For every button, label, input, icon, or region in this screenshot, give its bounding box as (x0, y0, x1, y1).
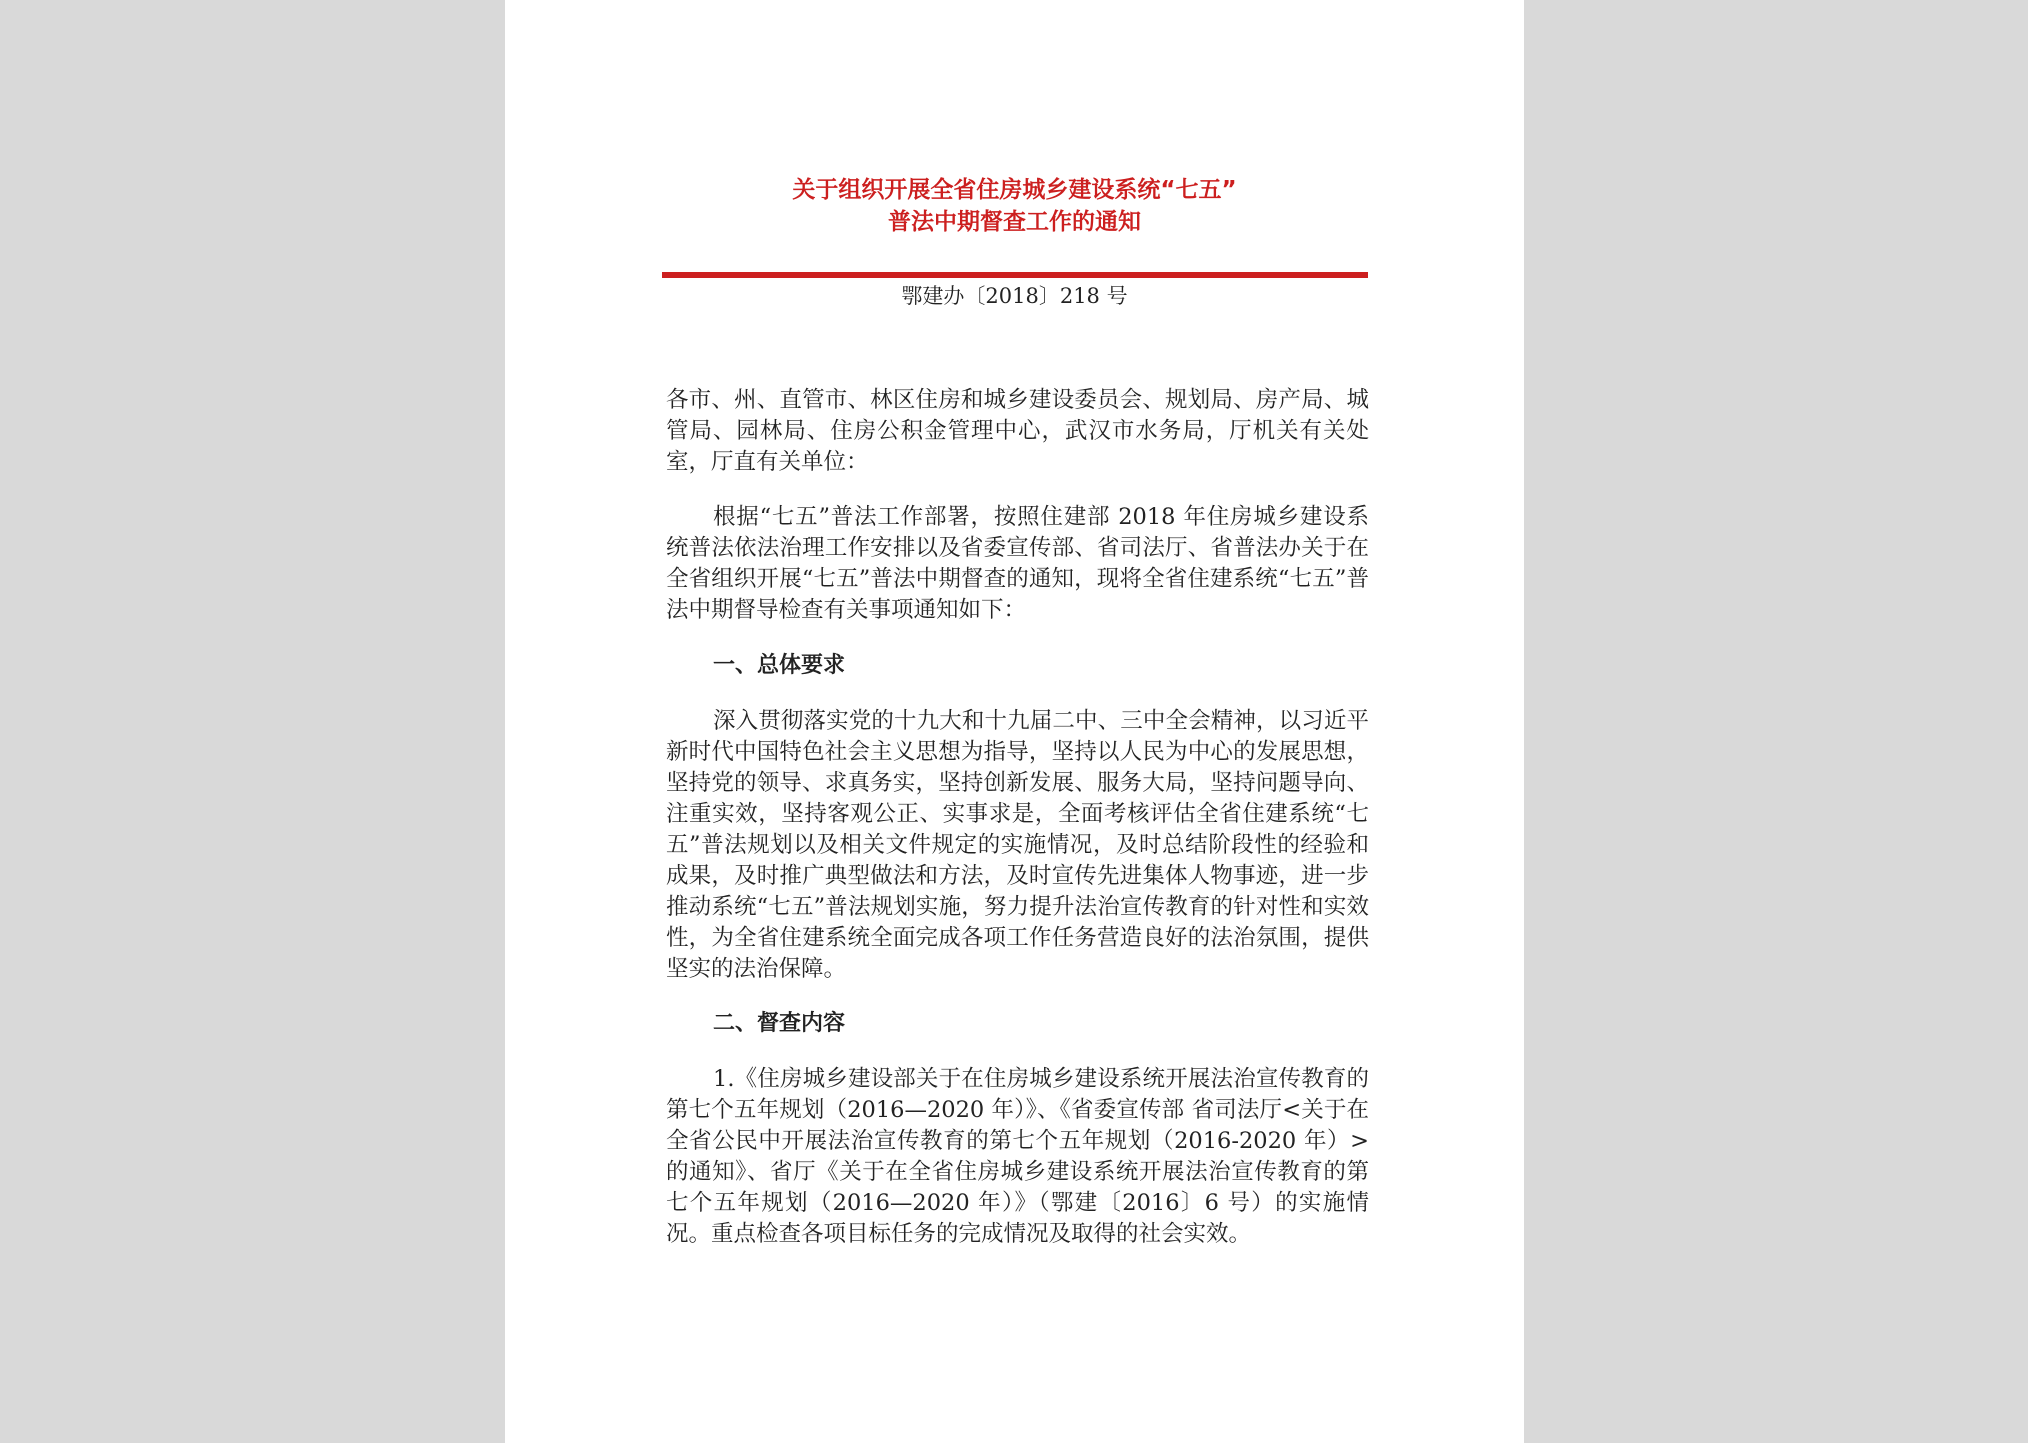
general-requirements-paragraph: 深入贯彻落实党的十九大和十九届二中、三中全会精神，以习近平新时代中国特色社会主义思想为指导，坚持以人民为中心的发展思想，坚持党的领导、求真务实，坚持创新发展、服务大局，坚持问题导向、注重实效，坚持客观公正、实事求是，全面考核评估全省住建系统“七五”普法规划以及相关文件规定的实施情况，及时总结阶段性的经验和成果，及时推广典型做法和方法，及时宣传先进集体人物事迹，进一步推动系统“七五”普法规划实施，努力提升法治宣传教育的针对性和实效性，为全省住建系统全面完成各项工作任务营造良好的法治氛围，提供坚实的法治保障。 (666, 708, 1369, 982)
inspection-item-1-paragraph: 1.《住房城乡建设部关于在住房城乡建设系统开展法治宣传教育的第七个五年规划（2016—2020 年）》、《省委宣传部 省司法厅<关于在全省公民中开展法治宣传教育的第七个五年规划（2016-2020 年）>的通知》、省厅《关于在全省住房城乡建设系统开展法治宣传教育的第七个五年规划（2016—2020 年）》（鄂建〔2016〕6 号）的实施情况。重点检查各项目标任务的完成情况及取得的社会实效。 (666, 1066, 1369, 1247)
red-header-rule (662, 272, 1368, 278)
section-heading-inspection-content: 二、督查内容 (713, 1011, 846, 1036)
section-heading-general-requirements: 一、总体要求 (713, 653, 846, 678)
document-title-line-2: 普法中期督查工作的通知 (888, 209, 1141, 235)
document-number: 鄂建办〔2018〕218 号 (901, 284, 1128, 308)
salutation-paragraph: 各市、州、直管市、林区住房和城乡建设委员会、规划局、房产局、城管局、园林局、住房公积金管理中心，武汉市水务局，厅机关有关处室，厅直有关单位： (666, 387, 1369, 475)
document-page (505, 0, 1524, 1443)
document-title-line-1: 关于组织开展全省住房城乡建设系统“七五” (792, 177, 1237, 203)
intro-paragraph: 根据“七五”普法工作部署，按照住建部 2018 年住房城乡建设系统普法依法治理工作安排以及省委宣传部、省司法厅、省普法办关于在全省组织开展“七五”普法中期督查的通知，现将全省住建系统“七五”普法中期督导检查有关事项通知如下： (666, 504, 1369, 623)
